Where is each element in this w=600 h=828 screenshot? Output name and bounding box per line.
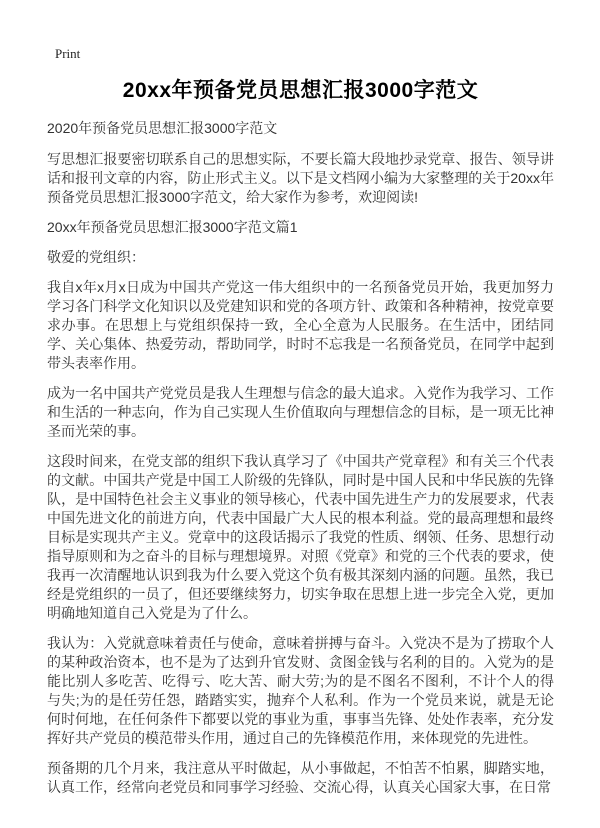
body-paragraph: 我自x年x月x日成为中国共产党这一伟大组织中的一名预备党员开始，我更加努力学习各门科学文化知识以及党建知识和党的各项方针、政策和各种精神，按党章要求办事。在思想上与党组织保持一致，全心全意为人民服务。在生活中，团结同学、关心集体、热爱劳动，帮助同学，时时不忘我是一名预备党员，在同学中起到带头表率作用。: [47, 279, 554, 371]
print-link[interactable]: Print: [55, 46, 81, 61]
body-paragraph: 我认为：入党就意味着责任与使命，意味着拼搏与奋斗。入党决不是为了捞取个人的某种政治资本，也不是为了达到升官发财、贪图金钱与名利的目的。入党为的是能比别人多吃苦、吃得亏、吃大苦、耐大劳;为的是不图名不图利，不计个人的得与失;为的是任劳任怨，踏踏实实，抛弃个人私利。作为一个党员来说，就是无论何时何地，在任何条件下都要以党的事业为重，事事当先锋、处处作表率，充分发挥好共产党员的模范带头作用，通过自己的先锋模范作用，来体现党的先进性。: [47, 635, 554, 746]
body-paragraph: 预备期的几个月来，我注意从平时做起，从小事做起，不怕苦不怕累，脚踏实地，认真工作，经常向老党员和同事学习经验、交流心得，认真关心国家大事，在日常: [47, 760, 554, 795]
body-paragraph: 成为一名中国共产党党员是我人生理想与信念的最大追求。入党作为我学习、工作和生活的一种志向，作为自己实现人生价值取向与理想信念的目标，是一项无比神圣而光荣的事。: [47, 385, 554, 439]
document-content: [47, 78, 554, 808]
body-paragraph: 这段时间来，在党支部的组织下我认真学习了《中国共产党章程》和有关三个代表的文献。中国共产党是中国工人阶级的先锋队，同时是中国人民和中华民族的先锋队，是中国特色社会主义事业的领导核心，代表中国先进生产力的发展要求，代表中国先进文化的前进方向，代表中国最广大人民的根本利益。党的最高理想和最终目标是实现共产主义。党章中的这段话揭示了我党的性质、纲领、任务、思想行动指导原则和为之奋斗的目标与理想境界。对照《党章》和党的三个代表的要求，使我再一次清醒地认识到我为什么要入党这个负有极其深刻内涵的问题。虽然，我已经是党组织的一员了，但还要继续努力，切实争取在思想上进一步完全入党，更加明确地知道自己入党是为了什么。: [47, 453, 554, 621]
subtitle: 2020年预备党员思想汇报3000字范文: [47, 120, 278, 136]
page-title: 20xx年预备党员思想汇报3000字范文: [122, 79, 479, 102]
salutation: 敬爱的党组织：: [47, 249, 145, 265]
intro-paragraph: 写思想汇报要密切联系自己的思想实际，不要长篇大段地抄录党章、报告、领导讲话和报刊文章的内容，防止形式主义。以下是文档网小编为大家整理的关于20xx年预备党员思想汇报3000字范文，给大家作为参考，欢迎阅读!: [47, 151, 554, 205]
section-heading: 20xx年预备党员思想汇报3000字范文篇1: [47, 219, 298, 235]
